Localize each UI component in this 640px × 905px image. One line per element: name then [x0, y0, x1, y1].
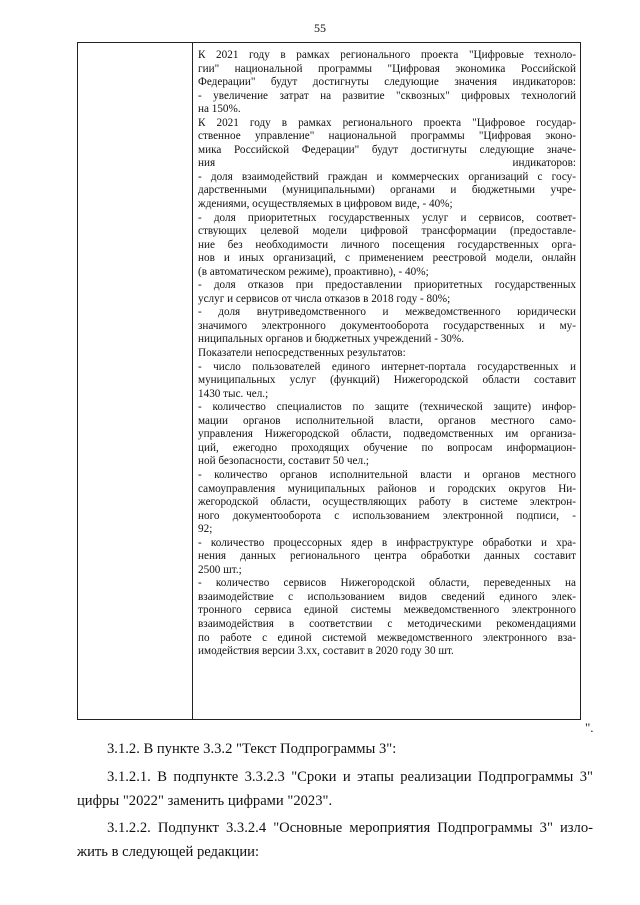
table-cell-line: - количество специалистов по защите (технической защите) инфор- [198, 401, 576, 414]
table-cell-line: самоуправления муниципальных районов и городских округов Ни- [198, 482, 576, 495]
table-cell-line: муниципальных услуг (функций) Нижегородской области составит [198, 374, 576, 387]
table-cell-line: нения данных регионального центра обработки данных составит [198, 550, 576, 563]
table-cell-line: ций, ежегодно проходящих обучение по вопросам информацион- [198, 441, 576, 454]
table-cell-line: 1430 тыс. чел.; [198, 387, 269, 400]
table-cell-line: взаимодействие с использованием видов сведений единого элек- [198, 590, 576, 603]
table-cell-line: мации органов исполнительной власти, органов местного само- [198, 414, 576, 427]
table-cell-line: ствующих целевой модели цифровой трансформации (предоставле- [198, 225, 576, 238]
table-cell-line: нов и иных организаций, с применением реестровой модели, онлайн [198, 252, 576, 265]
table-cell-line: на 150%. [198, 103, 241, 116]
table-cell-line: - число пользователей единого интернет-портала государственных и [198, 360, 576, 373]
table-cell-line: значимого электронного документооборота государственных и му- [198, 319, 576, 332]
table-column-divider [192, 43, 193, 719]
table-cell-line: Показатели непосредственных результатов: [198, 347, 406, 360]
table-cell-line: - доля взаимодействий граждан и коммерческих организаций с госу- [198, 170, 576, 183]
table-cell-line: ной безопасности, составит 50 чел.; [198, 455, 369, 468]
table-cell-line: мика Российской Федерации" будут достигнуты следующие значе- [198, 143, 576, 156]
table-cell-line: ние без необходимости личного посещения государственных орга- [198, 238, 576, 251]
paragraph-line: 3.1.2.1. В подпункте 3.3.2.3 "Сроки и этапы реализации Подпрограммы 3" [107, 769, 593, 785]
table-cell-line: - количество органов исполнительной власти и органов местного [198, 468, 576, 481]
paragraph-line: жить в следующей редакции: [77, 844, 260, 860]
table-cell-line: - доля отказов при предоставлении приоритетных государственных [198, 279, 576, 292]
table-cell-line: услуг и сервисов от числа отказов в 2018 году - 80%; [198, 292, 451, 305]
table-cell-line: - доля внутриведомственного и межведомственного юридически [198, 306, 576, 319]
table-cell-line: 92; [198, 523, 213, 536]
paragraph-line: 3.1.2. В пункте 3.3.2 "Текст Подпрограммы 3": [107, 741, 397, 757]
paragraph-3-1-2 [77, 737, 593, 761]
table-cell-line: - доля приоритетных государственных услуг и сервисов, соответ- [198, 211, 576, 224]
paragraph-3-1-2-2 [77, 816, 593, 864]
table-cell-line: ного документооборота с использованием электронной подписи, - [198, 509, 576, 522]
paragraph-3-1-2-1 [77, 765, 593, 813]
table-cell-line: тронного сервиса единой системы межведомственного электронного [198, 604, 576, 617]
table-cell-line: 2500 шт.; [198, 563, 242, 576]
indicators-table [77, 42, 581, 720]
table-cell-line: - увеличение затрат на развитие "сквозных" цифровых технологий [198, 89, 576, 102]
table-cell-line: Федерации" будут достигнуты следующие значения индикаторов: [198, 76, 576, 89]
page-number: 55 [314, 21, 326, 35]
table-cell-line: гии" национальной программы "Цифровая экономика Российской [198, 62, 576, 75]
table-cell-line: - количество процессорных ядер в инфраструктуре обработки и хра- [198, 536, 576, 549]
table-cell-line: ния индикаторов: [198, 157, 576, 170]
table-cell-line: по работе с единой системой межведомственного электронного вза- [198, 631, 576, 644]
table-cell-line: дарственными (муниципальными) органами и бюджетными учре- [198, 184, 576, 197]
paragraph-line: цифры "2022" заменить цифрами "2023". [77, 793, 333, 809]
table-cell-line: управления Нижегородской области, подведомственных им организа- [198, 428, 576, 441]
table-cell-line: имодействия версии 3.хх, составит в 2020 году 30 шт. [198, 645, 454, 658]
table-cell-line: взаимодействия в соответствии с методическими рекомендациями [198, 617, 576, 630]
table-cell-line: жегородской области, осуществляющих работу в системе электрон- [198, 496, 576, 509]
closing-quote: ". [585, 720, 594, 735]
table-cell-indicators-text [198, 49, 576, 659]
table-cell-line: ниципальных органов и бюджетных учреждений - 30%. [198, 333, 465, 346]
table-cell-line: (в автоматическом режиме), проактивно), - 40%; [198, 265, 429, 278]
table-cell-line: ждениями, осуществляемых в цифровом виде, - 40%; [198, 198, 453, 211]
table-cell-line: ственное управление" национальной программы "Цифровая эконо- [198, 130, 576, 143]
table-cell-line: К 2021 году в рамках регионального проекта "Цифровое государ- [198, 116, 576, 129]
table-cell-line: К 2021 году в рамках регионального проекта "Цифровые техноло- [198, 49, 576, 61]
table-cell-line: - количество сервисов Нижегородской области, переведенных на [198, 577, 576, 590]
paragraph-line: 3.1.2.2. Подпункт 3.3.2.4 "Основные мероприятия Подпрограммы 3" изло- [107, 820, 593, 836]
